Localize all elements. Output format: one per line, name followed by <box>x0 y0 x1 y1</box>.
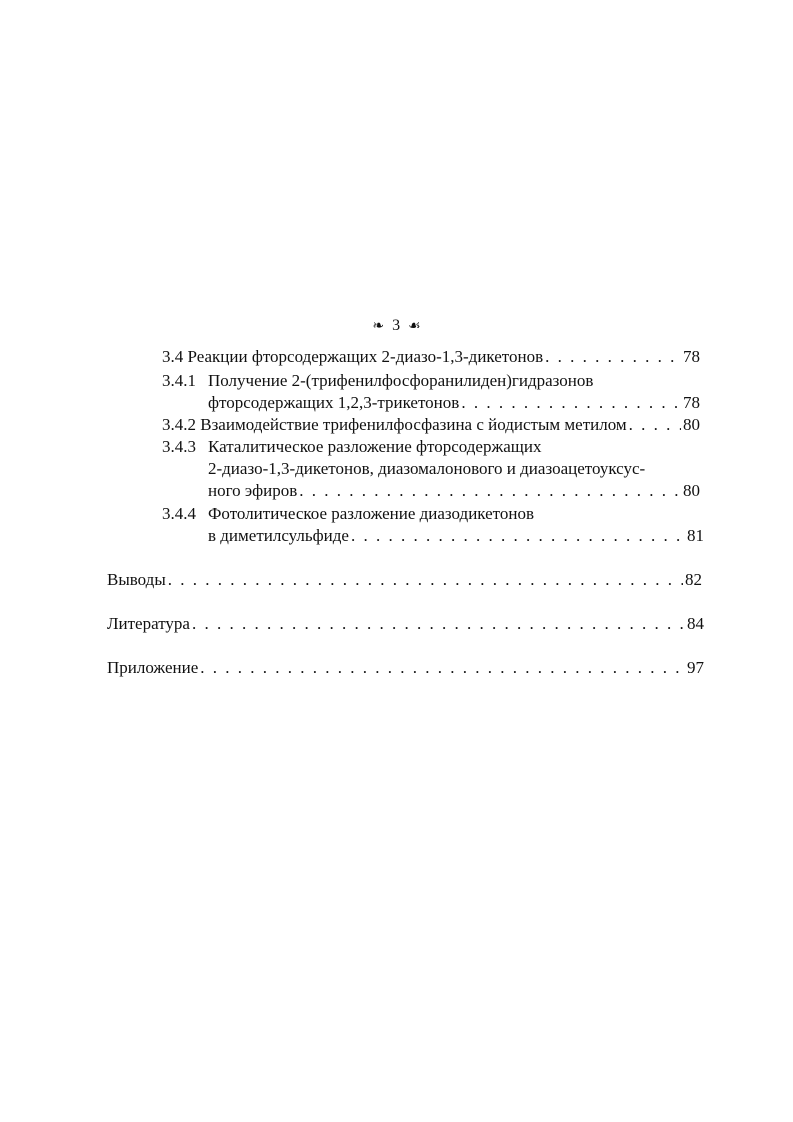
toc-leader-dots <box>461 392 681 414</box>
toc-entry-title: 3.4 Реакции фторсодержащих 2-диазо-1,3-дикетонов <box>162 347 544 366</box>
toc-entry-number: 3.4.3 <box>162 437 196 456</box>
toc-page-number: 97 <box>687 658 704 677</box>
toc-entry-title: Получение 2-(трифенилфосфоранилиден)гидразонов <box>208 371 594 390</box>
toc-entry-conclusions <box>107 569 702 591</box>
toc-entry-number: 3.4.4 <box>162 504 196 523</box>
toc-entry-title-cont: 2-диазо-1,3-дикетонов, диазомалонового и диазоацетоуксус- <box>208 459 646 478</box>
toc-page-number: 81 <box>687 526 704 545</box>
toc-page-number: 80 <box>683 481 700 500</box>
toc-entry-title: Приложение <box>107 658 199 677</box>
toc-entry-3-4-4-line2 <box>208 525 704 547</box>
toc-entry-appendix <box>107 657 704 679</box>
toc-leader-dots <box>545 346 681 368</box>
toc-leader-dots <box>168 569 683 591</box>
right-ornament-icon: ☙ <box>408 319 421 334</box>
toc-page-number: 80 <box>683 415 700 434</box>
toc-entry-3-4-4-line1 <box>162 503 534 525</box>
left-ornament-icon: ❧ <box>372 319 385 334</box>
toc-entry-title-cont: в диметилсульфиде <box>208 526 349 545</box>
toc-page-number: 78 <box>683 393 700 412</box>
toc-entry-title: Литература <box>107 614 190 633</box>
toc-entry-3-4-3-line2 <box>208 458 645 480</box>
toc-entry-3-4-2 <box>162 414 700 436</box>
toc-entry-title-cont: фторсодержащих 1,2,3-трикетонов <box>208 393 460 412</box>
toc-page-number: 78 <box>683 347 700 366</box>
toc-entry-3-4-1-line2 <box>208 392 700 414</box>
toc-entry-title-cont: ного эфиров <box>208 481 298 500</box>
toc-entry-title: Выводы <box>107 570 166 589</box>
toc-leader-dots <box>200 657 685 679</box>
toc-entry-3-4-3-line1 <box>162 436 541 458</box>
toc-leader-dots <box>351 525 685 547</box>
toc-entry-title: Фотолитическое разложение диазодикетонов <box>208 504 535 523</box>
toc-entry-3-4-1-line1 <box>162 370 593 392</box>
toc-entry-3-4 <box>162 346 700 368</box>
toc-entry-3-4-3-line3 <box>208 480 700 502</box>
page-number: 3 <box>392 317 401 334</box>
toc-entry-title: Каталитическое разложение фторсодержащих <box>208 437 542 456</box>
toc-leader-dots <box>192 613 685 635</box>
toc-entry-number: 3.4.1 <box>162 371 196 390</box>
toc-leader-dots <box>299 480 681 502</box>
toc-entry-title: 3.4.2 Взаимодействие трифенилфосфазина с йодистым метилом <box>162 415 627 434</box>
page-header <box>0 316 793 337</box>
toc-leader-dots <box>629 414 681 436</box>
toc-page-number: 82 <box>685 570 702 589</box>
toc-entry-literature <box>107 613 704 635</box>
toc-page-number: 84 <box>687 614 704 633</box>
